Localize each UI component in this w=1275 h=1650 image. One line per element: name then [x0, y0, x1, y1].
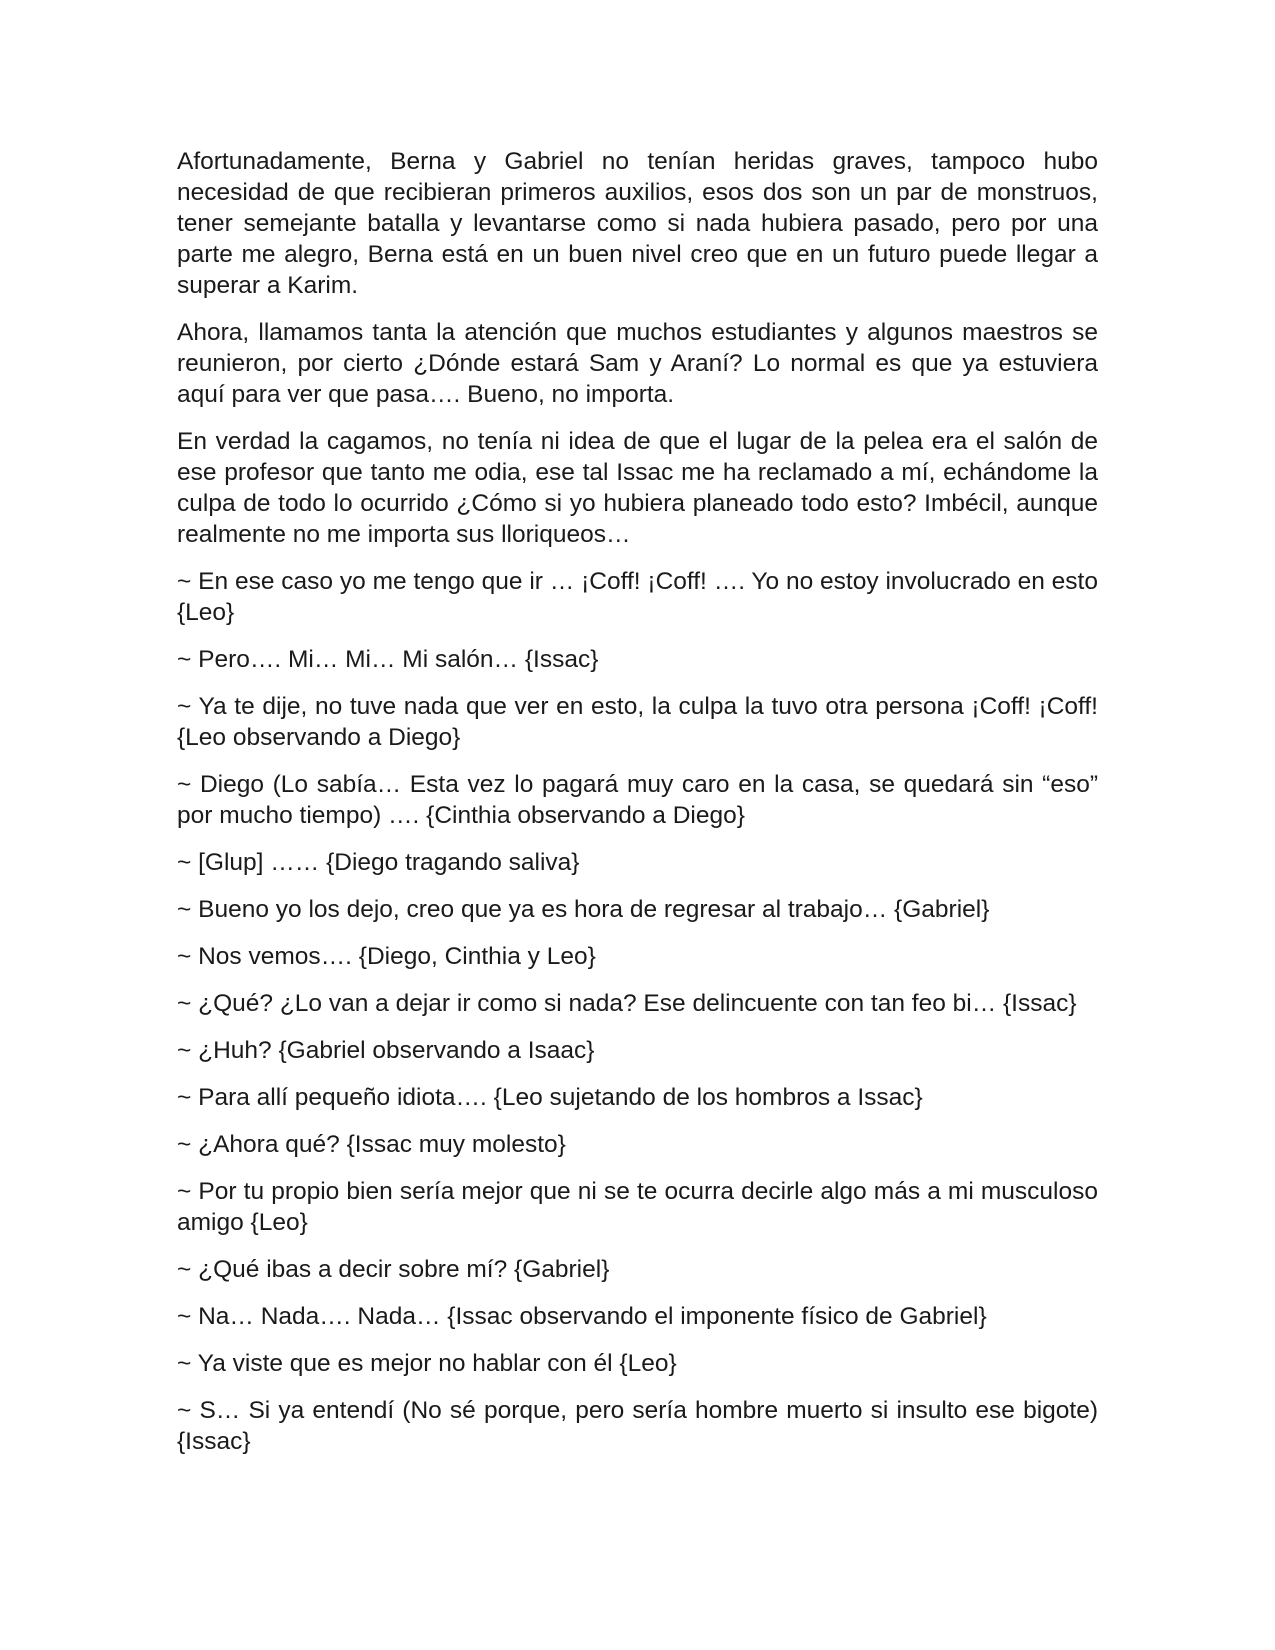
dialogue-line: ~ ¿Qué? ¿Lo van a dejar ir como si nada? Ese delincuente con tan feo bi… {Issac} [177, 990, 1077, 1017]
dialogue-line: ~ ¿Huh? {Gabriel observando a Isaac} [177, 1037, 595, 1064]
dialogue-line: ~ Ya te dije, no tuve nada que ver en esto, la culpa la tuvo otra persona ¡Coff! ¡Coff! {Leo observando a Diego} [177, 693, 1098, 751]
dialogue-line: ~ Nos vemos…. {Diego, Cinthia y Leo} [177, 943, 596, 970]
dialogue-line: ~ Para allí pequeño idiota…. {Leo sujetando de los hombros a Issac} [177, 1084, 923, 1111]
dialogue-line: ~ ¿Qué ibas a decir sobre mí? {Gabriel} [177, 1256, 610, 1283]
document-body [177, 146, 1098, 1473]
paragraph: En verdad la cagamos, no tenía ni idea de que el lugar de la pelea era el salón de ese profesor que tanto me odia, ese tal Issac me ha reclamado a mí, echándome la culpa de todo lo ocurrido ¿Cómo si yo hubiera planeado todo esto? Imbécil, aunque realmente no me importa sus lloriqueos… [177, 428, 1098, 548]
dialogue-line: ~ ¿Ahora qué? {Issac muy molesto} [177, 1131, 566, 1158]
dialogue-line: ~ Ya viste que es mejor no hablar con él {Leo} [177, 1350, 677, 1377]
dialogue-line: ~ Bueno yo los dejo, creo que ya es hora de regresar al trabajo… {Gabriel} [177, 896, 990, 923]
dialogue-line: ~ [Glup] …… {Diego tragando saliva} [177, 849, 580, 876]
paragraph: Ahora, llamamos tanta la atención que muchos estudiantes y algunos maestros se reunieron, por cierto ¿Dónde estará Sam y Araní? Lo normal es que ya estuviera aquí para ver que pasa…. Bueno, no importa. [177, 319, 1098, 408]
dialogue-line: ~ S… Si ya entendí (No sé porque, pero sería hombre muerto si insulto ese bigote) {Issac} [177, 1397, 1098, 1455]
dialogue-line: ~ Por tu propio bien sería mejor que ni se te ocurra decirle algo más a mi musculoso amigo {Leo} [177, 1178, 1098, 1236]
dialogue-line: ~ Diego (Lo sabía… Esta vez lo pagará muy caro en la casa, se quedará sin “eso” por mucho tiempo) …. {Cinthia observando a Diego} [177, 771, 1098, 829]
dialogue-line: ~ Pero…. Mi… Mi… Mi salón… {Issac} [177, 646, 599, 673]
paragraph: Afortunadamente, Berna y Gabriel no tenían heridas graves, tampoco hubo necesidad de que recibieran primeros auxilios, esos dos son un par de monstruos, tener semejante batalla y levantarse como si nada hubiera pasado, pero por una parte me alegro, Berna está en un buen nivel creo que en un futuro puede llegar a superar a Karim. [177, 148, 1098, 299]
dialogue-line: ~ En ese caso yo me tengo que ir … ¡Coff! ¡Coff! …. Yo no estoy involucrado en esto {Leo} [177, 568, 1098, 626]
dialogue-line: ~ Na… Nada…. Nada… {Issac observando el imponente físico de Gabriel} [177, 1303, 987, 1330]
